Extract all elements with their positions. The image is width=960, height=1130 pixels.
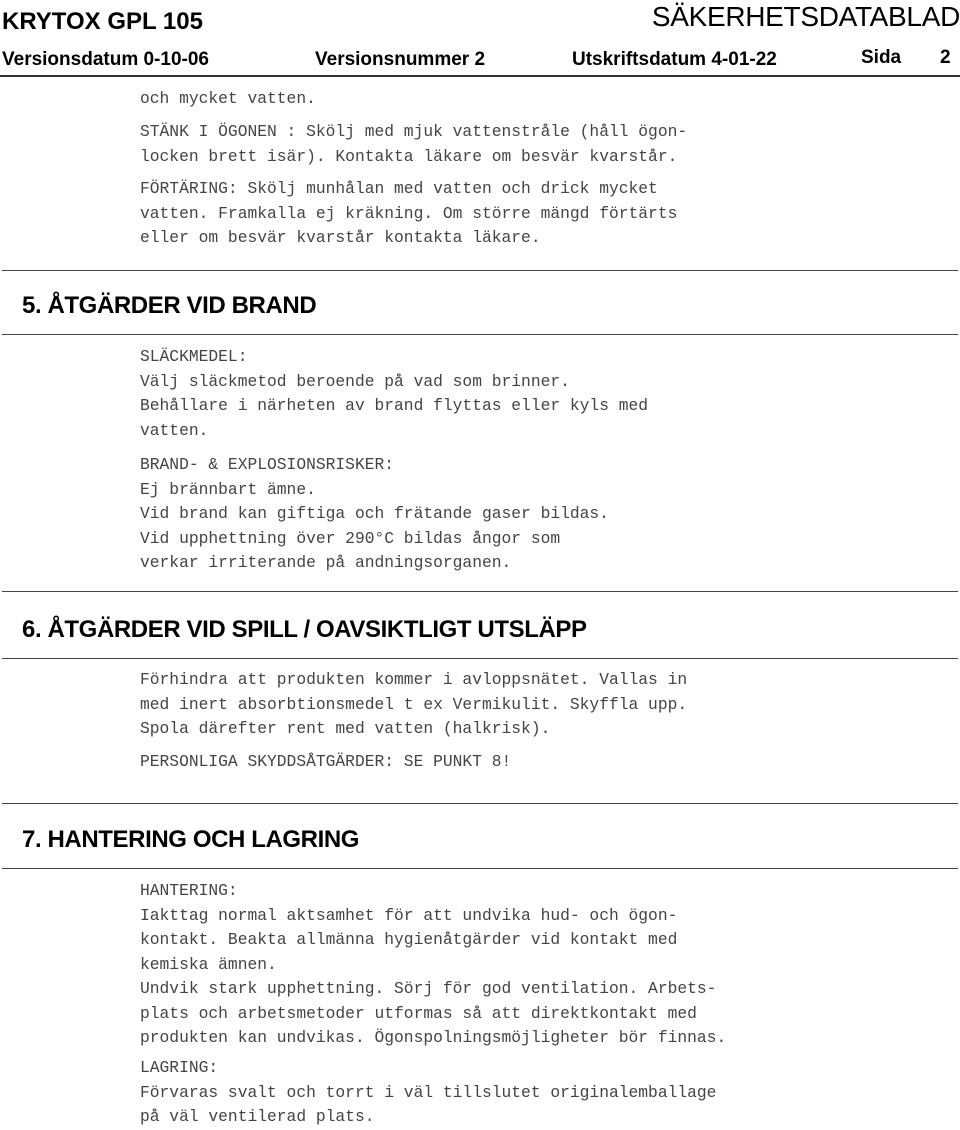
text-line: SLÄCKMEDEL: xyxy=(140,347,248,366)
text-line: Förhindra att produkten kommer i avloppsnätet. Vallas in xyxy=(140,670,688,689)
header-rule xyxy=(0,75,960,77)
section-6-rule xyxy=(2,658,958,659)
storage-text xyxy=(140,1056,716,1130)
text-line: produkten kan undvikas. Ögonspolningsmöjligheter bör finnas. xyxy=(140,1028,727,1047)
section-7-title: 7. HANTERING OCH LAGRING xyxy=(22,826,360,853)
ingestion-text xyxy=(140,177,677,251)
text-line: verkar irriterande på andningsorganen. xyxy=(140,553,512,572)
personal-protection-text xyxy=(140,750,511,775)
section-divider xyxy=(2,591,958,592)
extinguishing-media-text xyxy=(140,345,648,443)
text-line: Behållare i närheten av brand flyttas eller kyls med xyxy=(140,396,649,415)
text-line: STÄNK I ÖGONEN : Skölj med mjuk vattenstråle (håll ögon- xyxy=(140,122,688,141)
text-line: PERSONLIGA SKYDDSÅTGÄRDER: SE PUNKT 8! xyxy=(140,752,512,771)
text-line: Vid upphettning över 290°C bildas ångor som xyxy=(140,528,561,548)
text-line: plats och arbetsmetoder utformas så att direktkontakt med xyxy=(140,1003,697,1023)
text-line: och mycket vatten. xyxy=(140,89,316,108)
section-7-rule xyxy=(2,868,958,869)
text-line: eller om besvär kvarstår kontakta läkare. xyxy=(140,228,541,247)
text-line: Ej brännbart ämne. xyxy=(140,479,316,499)
document-type: SÄKERHETSDATABLAD xyxy=(651,1,960,32)
text-line: BRAND- & EXPLOSIONSRISKER: xyxy=(140,455,395,474)
section-divider xyxy=(2,803,958,804)
text-line: med inert absorbtionsmedel t ex Vermikulit. Skyffla upp. xyxy=(140,694,688,714)
eye-contact-text xyxy=(140,120,687,169)
text-line: på väl ventilerad plats. xyxy=(140,1107,375,1126)
section-5-rule xyxy=(2,334,958,335)
section-divider xyxy=(2,270,958,271)
text-line: kemiska ämnen. xyxy=(140,954,277,974)
text-line: locken brett isär). Kontakta läkare om besvär kvarstår. xyxy=(140,146,678,166)
text-line: kontakt. Beakta allmänna hygienåtgärder vid kontakt med xyxy=(140,930,678,949)
section-5-title: 5. ÅTGÄRDER VID BRAND xyxy=(22,292,317,319)
product-name: KRYTOX GPL 105 xyxy=(2,8,203,35)
text-line: LAGRING: xyxy=(140,1058,219,1077)
text-line: Spola därefter rent med vatten (halkrisk). xyxy=(140,719,551,738)
text-line: FÖRTÄRING: Skölj munhålan med vatten och drick mycket xyxy=(140,179,658,198)
version-number: Versionsnummer 2 xyxy=(315,49,486,70)
text-line: Vid brand kan giftiga och frätande gaser bildas. xyxy=(140,504,609,523)
continued-text xyxy=(140,87,316,112)
fire-hazards-text xyxy=(140,453,609,576)
page-label: Sida xyxy=(861,47,902,68)
version-date: Versionsdatum 0-10-06 xyxy=(2,49,209,70)
text-line: Undvik stark upphettning. Sörj för god ventilation. Arbets- xyxy=(140,979,717,998)
text-line: vatten. xyxy=(140,420,209,440)
spill-measures-text xyxy=(140,668,687,742)
handling-text xyxy=(140,879,726,1051)
section-6-title: 6. ÅTGÄRDER VID SPILL / OAVSIKTLIGT UTSLÄPP xyxy=(22,616,587,643)
text-line: vatten. Framkalla ej kräkning. Om större mängd förtärts xyxy=(140,203,678,223)
text-line: Välj släckmetod beroende på vad som brinner. xyxy=(140,371,570,391)
page-number: 2 xyxy=(940,47,951,68)
text-line: Iakttag normal aktsamhet för att undvika hud- och ögon- xyxy=(140,905,678,925)
text-line: HANTERING: xyxy=(140,881,238,900)
text-line: Förvaras svalt och torrt i väl tillslutet originalemballage xyxy=(140,1082,717,1102)
print-date: Utskriftsdatum 4-01-22 xyxy=(572,49,777,70)
